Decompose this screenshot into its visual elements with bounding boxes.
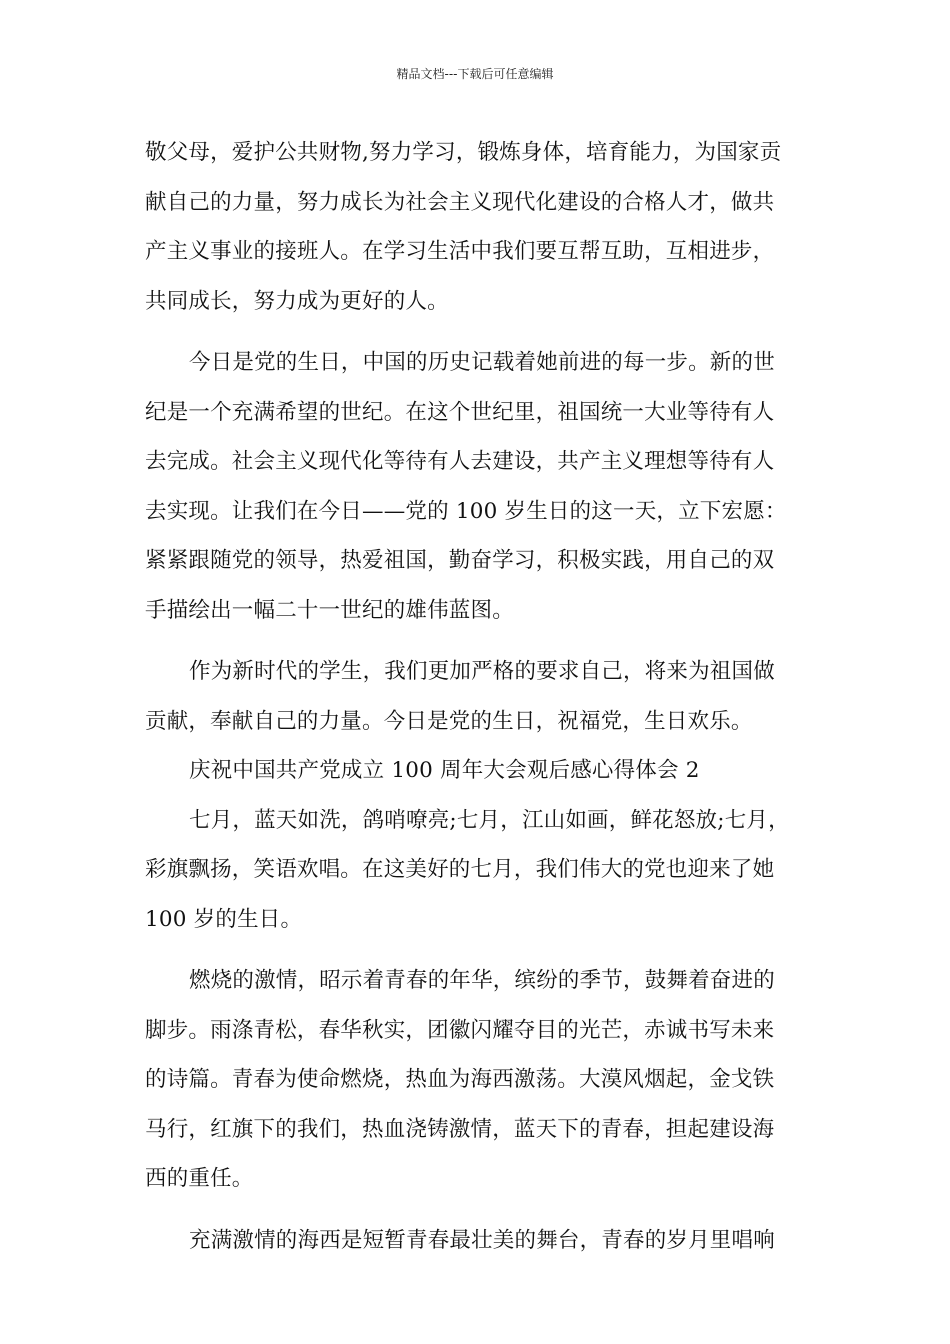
paragraph — [145, 1216, 807, 1266]
text-line: 的诗篇。青春为使命燃烧，热血为海西激荡。大漠风烟起，金戈铁 — [145, 1067, 775, 1092]
text-line: 纪是一个充满希望的世纪。在这个世纪里，祖国统一大业等待有人 — [145, 399, 775, 425]
paragraph — [145, 128, 807, 326]
text-line: 燃烧的激情，昭示着青春的年华，缤纷的季节，鼓舞着奋进的 — [189, 968, 775, 993]
text-line: 共同成长，努力成为更好的人。 — [145, 288, 449, 314]
text-line: 西的重任。 — [145, 1166, 254, 1191]
text-line: 彩旗飘扬，笑语欢唱。在这美好的七月，我们伟大的党也迎来了她 — [145, 857, 775, 882]
text-line: 去实现。让我们在今日——党的 100 岁生日的这一天，立下宏愿： — [145, 498, 787, 524]
text-line: 七月，蓝天如洗，鸽哨嘹亮;七月，江山如画，鲜花怒放;七月， — [189, 807, 790, 833]
text-line: 贡献，奉献自己的力量。今日是党的生日，祝福党，生日欢乐。 — [145, 708, 753, 734]
text-line: 充满激情的海西是短暂青春最壮美的舞台，青春的岁月里唱响 — [189, 1227, 775, 1253]
text-line: 今日是党的生日，中国的历史记载着她前进的每一步。新的世 — [189, 350, 775, 375]
document-body — [145, 128, 807, 1265]
page-header: 精品文档---下载后可任意编辑 — [396, 67, 554, 81]
paragraph — [145, 647, 807, 746]
text-line: 产主义事业的接班人。在学习生活中我们要互帮互助，互相进步， — [145, 239, 775, 264]
text-line: 献自己的力量，努力成长为社会主义现代化建设的合格人才，做共 — [145, 189, 775, 215]
paragraph — [145, 338, 807, 635]
text-line: 去完成。社会主义现代化等待有人去建设，共产主义理想等待有人 — [145, 449, 775, 474]
text-line: 100 岁的生日。 — [145, 906, 303, 932]
text-line: 马行，红旗下的我们，热血浇铸激情，蓝天下的青春，担起建设海 — [145, 1116, 775, 1142]
paragraph — [145, 956, 807, 1204]
text-line: 紧紧跟随党的领导，热爱祖国，勤奋学习，积极实践，用自己的双 — [145, 548, 775, 573]
section-title — [145, 746, 807, 796]
text-line: 庆祝中国共产党成立 100 周年大会观后感心得体会 2 — [189, 758, 700, 783]
text-line: 作为新时代的学生，我们更加严格的要求自己，将来为祖国做 — [189, 659, 775, 684]
text-line: 脚步。雨涤青松，春华秋实，团徽闪耀夺目的光芒，赤诚书写未来 — [145, 1017, 775, 1043]
text-line: 手描绘出一幅二十一世纪的雄伟蓝图。 — [145, 597, 514, 623]
text-line: 敬父母，爱护公共财物,努力学习，锻炼身体，培育能力，为国家贡 — [145, 140, 782, 165]
paragraph — [145, 796, 807, 945]
